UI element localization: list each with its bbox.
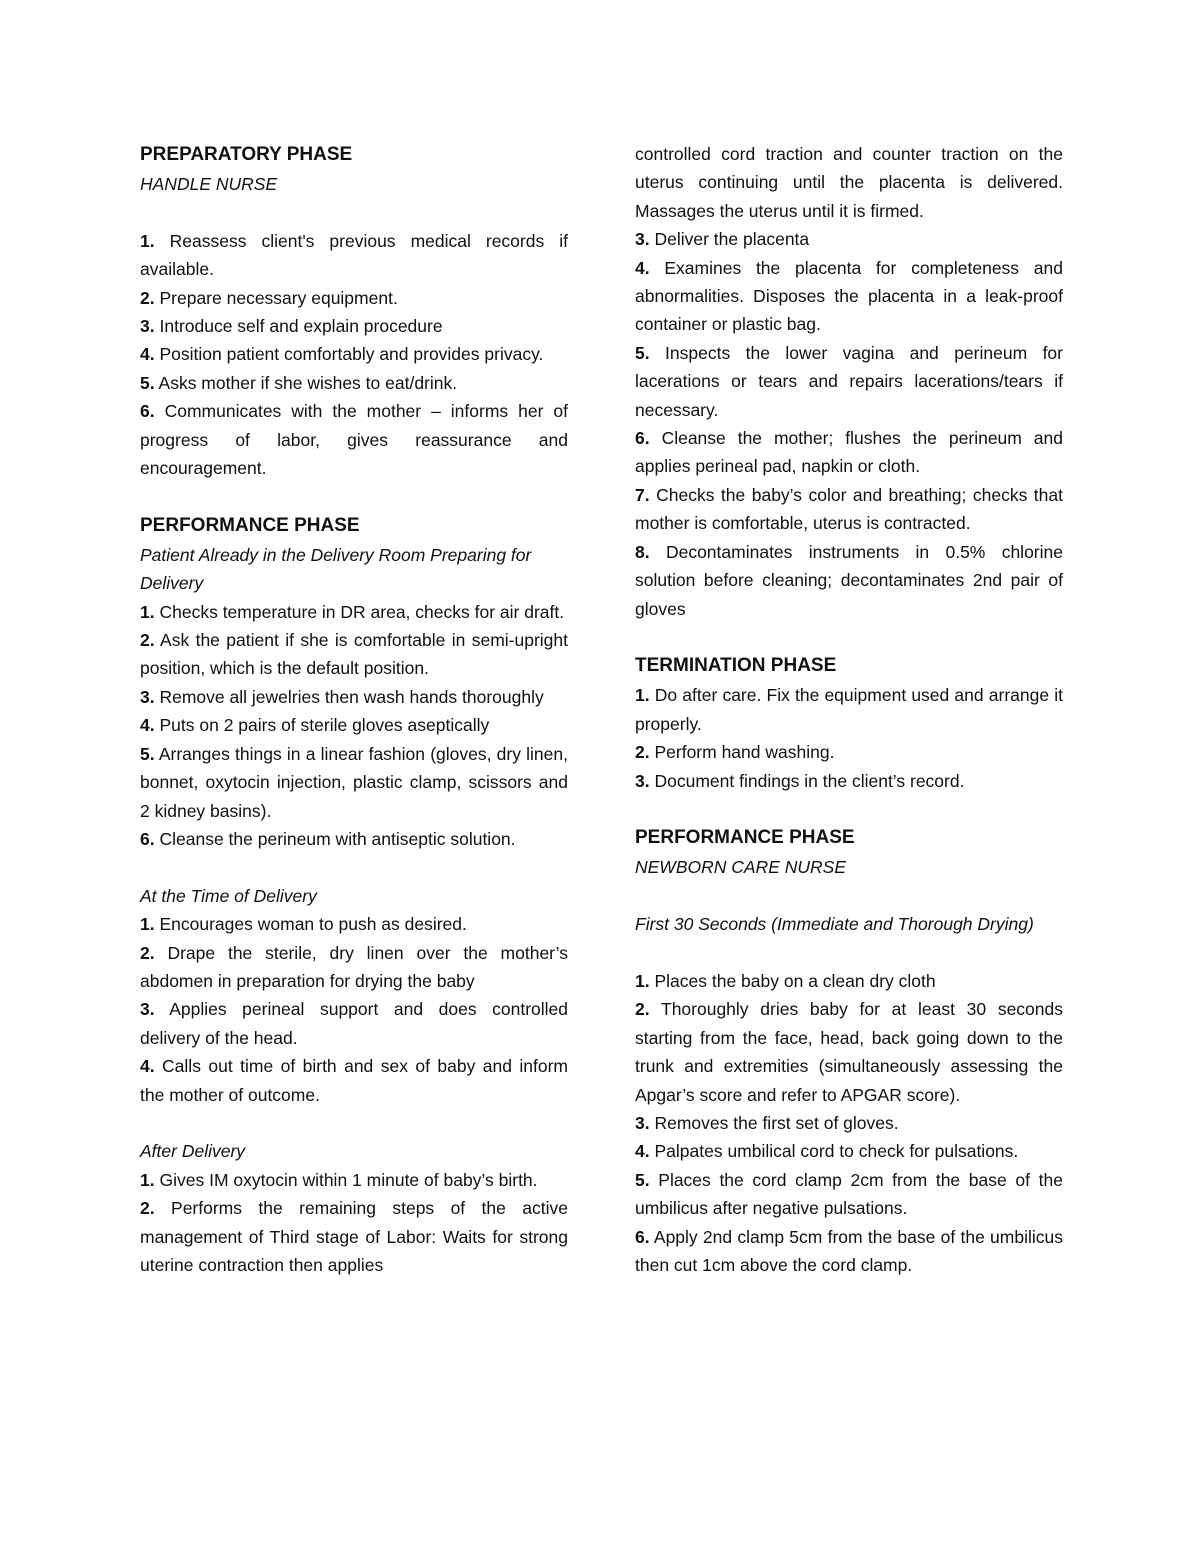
list-item: 4. Calls out time of birth and sex of baby and inform the mother of outcome.	[140, 1056, 568, 1105]
newborn-list	[635, 967, 1063, 1279]
section-heading: PREPARATORY PHASE	[140, 144, 353, 165]
section-heading: TERMINATION PHASE	[635, 655, 837, 677]
after-delivery-list	[140, 1166, 568, 1280]
list-item: 4. Position patient comfortably and provides privacy.	[140, 344, 544, 365]
section-subtitle: HANDLE NURSE	[140, 174, 278, 194]
list-item: 3. Remove all jewelries then wash hands thoroughly	[140, 686, 544, 707]
section-subtitle: Patient Already in the Delivery Room Preparing for Delivery	[140, 544, 532, 594]
list-item: 1. Checks temperature in DR area, checks for air draft.	[140, 601, 565, 622]
list-item: 3. Introduce self and explain procedure	[140, 316, 443, 337]
preparatory-list	[140, 227, 568, 483]
list-item: 2. Ask the patient if she is comfortable in semi-upright position, which is the default position.	[140, 630, 568, 679]
list-item: 1. Do after care. Fix the equipment used and arrange it properly.	[635, 685, 1063, 734]
list-item: 2. Prepare necessary equipment.	[140, 287, 398, 308]
continued-text: controlled cord traction and counter traction on the uterus continuing until the placenta is delivered. Massages the uterus until it is firmed.	[635, 144, 1063, 221]
list-item: 1. Reassess client's previous medical records if available.	[140, 230, 568, 280]
list-item: 5. Arranges things in a linear fashion (gloves, dry linen, bonnet, oxytocin injection, plastic clamp, scissors and 2 kidney basins).	[140, 743, 568, 821]
list-item: 8. Decontaminates instruments in 0.5% chlorine solution before cleaning; decontaminates 2nd pair of gloves	[635, 541, 1063, 619]
performance-list	[140, 598, 568, 854]
list-item: 6. Communicates with the mother – informs her of progress of labor, gives reassurance and encouragement.	[140, 401, 568, 479]
list-item: 4. Palpates umbilical cord to check for pulsations.	[635, 1141, 1019, 1162]
list-item: 3. Removes the first set of gloves.	[635, 1112, 899, 1133]
list-item: 4. Puts on 2 pairs of sterile gloves aseptically	[140, 715, 490, 736]
section-subtitle: After Delivery	[140, 1141, 246, 1162]
section-subtitle: First 30 Seconds (Immediate and Thorough Drying)	[635, 914, 1034, 935]
continued-list	[635, 225, 1063, 623]
left-column	[140, 140, 568, 1279]
delivery-list	[140, 910, 568, 1109]
right-column	[635, 140, 1063, 1279]
list-item: 3. Document findings in the client’s record.	[635, 770, 965, 791]
list-item: 1. Encourages woman to push as desired.	[140, 914, 467, 935]
list-item: 6. Apply 2nd clamp 5cm from the base of the umbilicus then cut 1cm above the cord clamp.	[635, 1226, 1063, 1275]
list-item: 3. Deliver the placenta	[635, 229, 810, 250]
list-item: 2. Perform hand washing.	[635, 742, 835, 763]
list-item: 6. Cleanse the perineum with antiseptic solution.	[140, 828, 516, 849]
section-subtitle: NEWBORN CARE NURSE	[635, 857, 846, 878]
list-item: 5. Asks mother if she wishes to eat/drink.	[140, 372, 458, 393]
list-item: 7. Checks the baby’s color and breathing; checks that mother is comfortable, uterus is contracted.	[635, 484, 1063, 534]
list-item: 1. Gives IM oxytocin within 1 minute of baby’s birth.	[140, 1169, 538, 1190]
list-item: 1. Places the baby on a clean dry cloth	[635, 970, 936, 991]
section-heading: PERFORMANCE PHASE	[635, 827, 855, 849]
list-item: 5. Inspects the lower vagina and perineum for lacerations or tears and repairs lacerations/tears if necessary.	[635, 342, 1063, 420]
list-item: 6. Cleanse the mother; flushes the perineum and applies perineal pad, napkin or cloth.	[635, 428, 1063, 477]
list-item: 5. Places the cord clamp 2cm from the base of the umbilicus after negative pulsations.	[635, 1169, 1063, 1219]
list-item: 2. Performs the remaining steps of the active management of Third stage of Labor: Waits for strong uterine contraction then applies	[140, 1198, 568, 1275]
list-item: 3. Applies perineal support and does controlled delivery of the head.	[140, 999, 568, 1048]
termination-list	[635, 681, 1063, 795]
list-item: 2. Drape the sterile, dry linen over the mother’s abdomen in preparation for drying the baby	[140, 942, 568, 991]
list-item: 2. Thoroughly dries baby for at least 30 seconds starting from the face, head, back going down to the trunk and extremities (simultaneously assessing the Apgar’s score and refer to APGAR score).	[635, 999, 1063, 1105]
list-item: 4. Examines the placenta for completeness and abnormalities. Disposes the placenta in a leak-proof container or plastic bag.	[635, 257, 1063, 335]
section-heading: PERFORMANCE PHASE	[140, 514, 360, 536]
section-subtitle: At the Time of Delivery	[140, 885, 317, 906]
